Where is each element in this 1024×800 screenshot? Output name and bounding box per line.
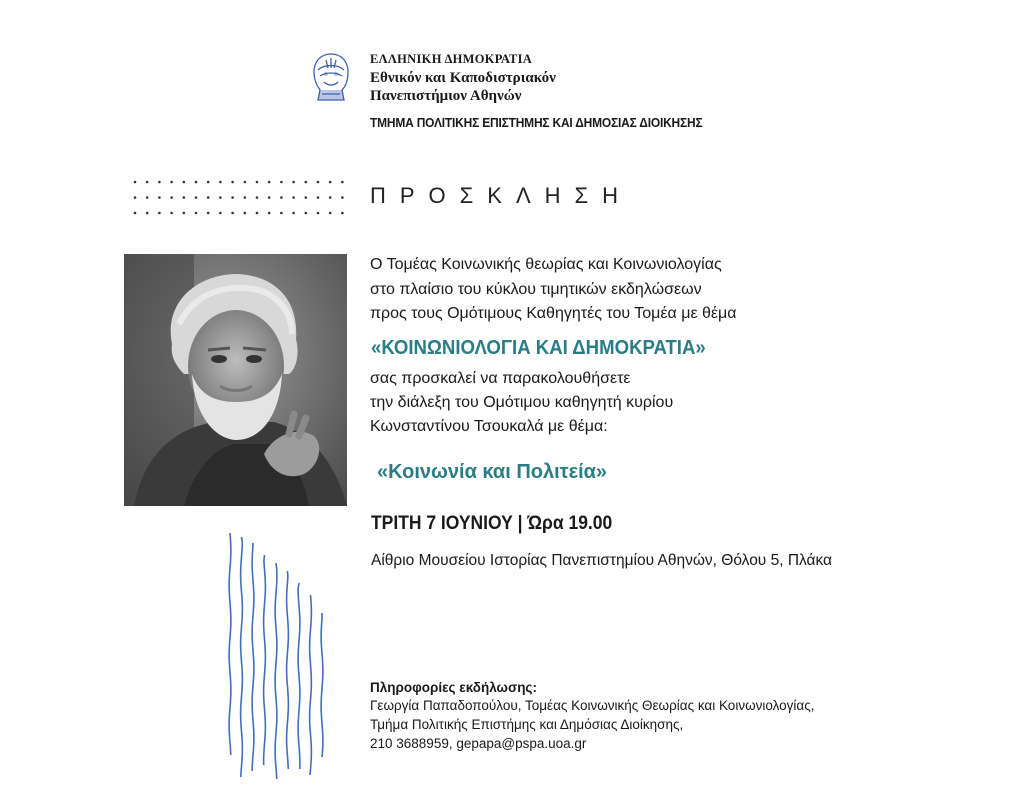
decorative-dot (341, 181, 344, 184)
decorative-dot (195, 181, 198, 184)
decorative-dot (134, 212, 137, 215)
decorative-dot (207, 212, 210, 215)
decorative-dot (195, 212, 198, 215)
decorative-dot (219, 196, 222, 199)
invite-line-3: Κωνσταντίνου Τσουκαλά με θέμα: (370, 418, 608, 435)
decorative-dot (317, 181, 320, 184)
decorative-dot (341, 196, 344, 199)
decorative-dot (256, 212, 259, 215)
decorative-dot (256, 196, 259, 199)
decorative-dot (280, 212, 283, 215)
decorative-dot (317, 196, 320, 199)
decorative-dot (170, 212, 173, 215)
decorative-dot (158, 212, 161, 215)
decorative-dot (305, 181, 308, 184)
decorative-line (310, 595, 312, 775)
decorative-line (287, 571, 289, 769)
decorative-dot (231, 212, 234, 215)
header-university-line1: Εθνικόν και Καποδιστριακόν (370, 70, 556, 86)
decorative-dot (146, 212, 149, 215)
decorative-line (298, 583, 300, 769)
decorative-dot (158, 196, 161, 199)
decorative-dot (219, 212, 222, 215)
header-department: ΤΜΗΜΑ ΠΟΛΙΤΙΚΗΣ ΕΠΙΣΤΗΜΗΣ ΚΑΙ ΔΗΜΟΣΙΑΣ ΔΙΟΙΚΗΣΗΣ (370, 115, 703, 130)
decorative-dot (256, 181, 259, 184)
decorative-dot (207, 181, 210, 184)
decorative-dot (183, 196, 186, 199)
decorative-dot (158, 181, 161, 184)
decorative-dot (219, 181, 222, 184)
info-label: Πληροφορίες εκδήλωσης: (370, 680, 537, 695)
decorative-dot (231, 196, 234, 199)
decorative-dot (231, 181, 234, 184)
decorative-line (241, 537, 243, 777)
invite-line-2: την διάλεξη του Ομότιμου καθηγητή κυρίου (370, 394, 674, 411)
lecture-title: «Κοινωνία και Πολιτεία» (377, 461, 608, 483)
decorative-dot (341, 212, 344, 215)
decorative-dot (305, 196, 308, 199)
decorative-line (264, 555, 266, 765)
decorative-dot (292, 196, 295, 199)
decorative-line (252, 543, 254, 771)
decorative-dot (170, 181, 173, 184)
invitation-title: ΠΡΟΣΚΛΗΣΗ (370, 183, 633, 208)
decorative-line (229, 533, 231, 755)
decorative-dot (317, 212, 320, 215)
header-country: ΕΛΛΗΝΙΚΗ ΔΗΜΟΚΡΑΤΙΑ (370, 52, 533, 66)
decorative-lines (224, 533, 330, 780)
header-university-line2: Πανεπιστήμιον Αθηνών (370, 88, 522, 104)
decorative-dot (305, 212, 308, 215)
decorative-dot (244, 181, 247, 184)
decorative-dot (329, 181, 332, 184)
intro-line-1: Ο Τομέας Κοινωνικής θεωρίας και Κοινωνιολογίας (370, 256, 722, 273)
event-venue: Αίθριο Μουσείου Ιστορίας Πανεπιστημίου Αθηνών, Θόλου 5, Πλάκα (371, 552, 833, 569)
event-date-time: ΤΡΙΤΗ 7 ΙΟΥΝΙΟΥ | Ώρα 19.00 (371, 513, 613, 534)
intro-line-3: προς τους Ομότιμους Καθηγητές του Τομέα με θέμα (370, 305, 737, 322)
decorative-dot (146, 196, 149, 199)
decorative-dot (195, 196, 198, 199)
decorative-dot (183, 181, 186, 184)
decorative-dot (268, 196, 271, 199)
intro-line-2: στο πλαίσιο του κύκλου τιμητικών εκδηλώσεων (370, 281, 702, 298)
decorative-dots (130, 178, 370, 218)
decorative-dot (268, 212, 271, 215)
decorative-dot (268, 181, 271, 184)
university-logo (306, 50, 356, 106)
decorative-line (321, 613, 323, 757)
series-topic: «ΚΟΙΝΩΝΙΟΛΟΓΙΑ ΚΑΙ ΔΗΜΟΚΡΑΤΙΑ» (371, 337, 706, 359)
speaker-photo (124, 254, 347, 506)
decorative-dot (244, 212, 247, 215)
info-line-3[interactable]: 210 3688959, gepapa@pspa.uoa.gr (370, 736, 587, 751)
decorative-line (275, 563, 277, 779)
decorative-dot (292, 212, 295, 215)
decorative-dot (183, 212, 186, 215)
decorative-dot (146, 181, 149, 184)
decorative-dot (134, 196, 137, 199)
invite-line-1: σας προσκαλεί να παρακολουθήσετε (370, 370, 631, 387)
decorative-dot (134, 181, 137, 184)
decorative-dot (329, 196, 332, 199)
decorative-dot (207, 196, 210, 199)
decorative-dot (280, 196, 283, 199)
decorative-dot (292, 181, 295, 184)
decorative-dot (170, 196, 173, 199)
info-line-1: Γεωργία Παπαδοπούλου, Τομέας Κοινωνικής Θεωρίας και Κοινωνιολογίας, (370, 698, 815, 713)
decorative-dot (280, 181, 283, 184)
decorative-dot (244, 196, 247, 199)
info-line-2: Τμήμα Πολιτικής Επιστήμης και Δημόσιας Διοίκησης, (370, 717, 684, 732)
decorative-dot (329, 212, 332, 215)
